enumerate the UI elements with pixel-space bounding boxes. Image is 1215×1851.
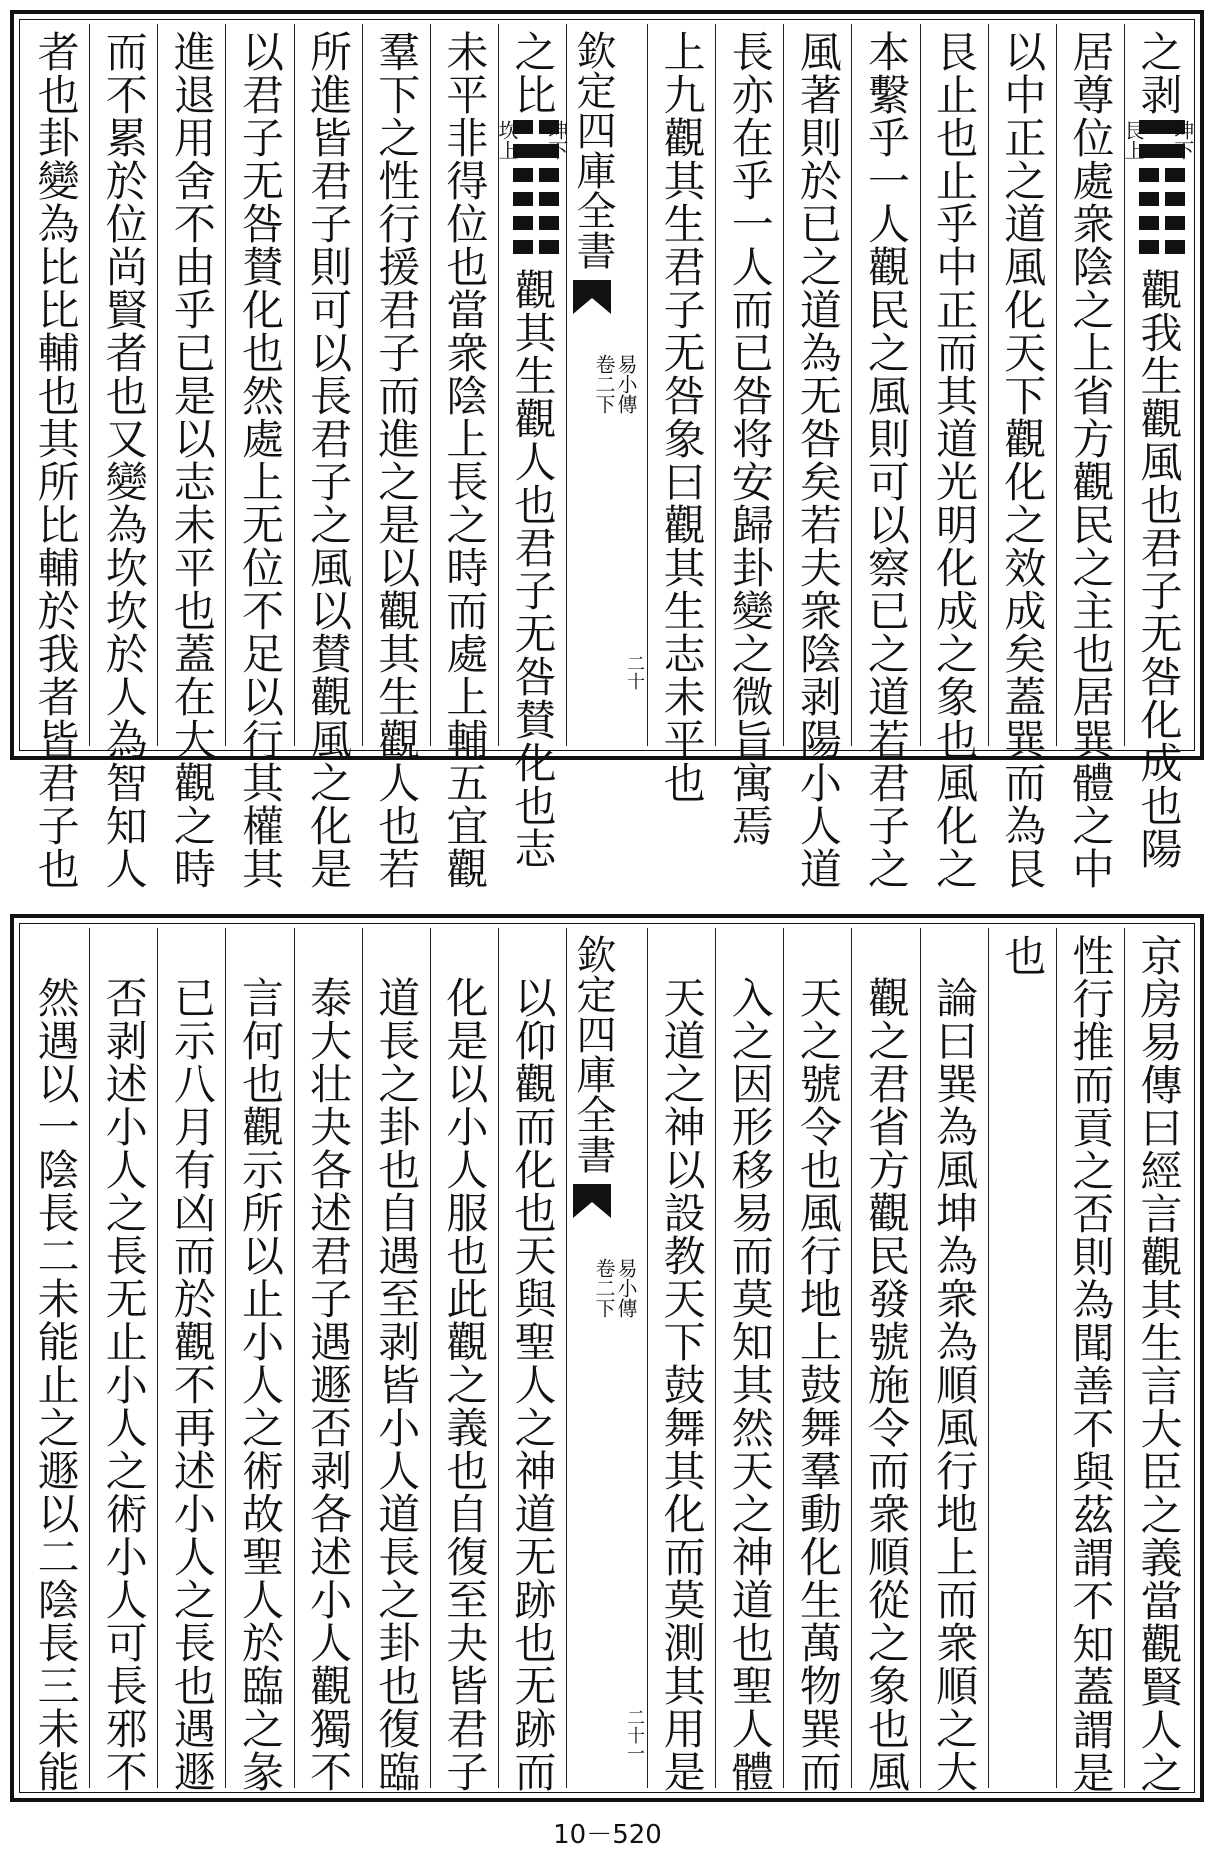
text-column: 性行推而貢之否則為聞善不與茲謂不知蓋謂是: [1066, 934, 1116, 1794]
bot-col-r3: [988, 928, 1056, 1788]
book-title: 欽定四庫全書: [570, 934, 616, 1174]
top-col-l8: [22, 24, 89, 890]
top-col-l6: [157, 24, 225, 890]
text-column: 長亦在乎一人而已咎将安歸卦變之微旨寓焉: [725, 30, 775, 847]
juan-subtitle: 易小傳: [614, 354, 638, 414]
text-column: 化是以小人服也此觀之義也自復至夬皆君子: [440, 976, 490, 1793]
juan-subtitle: 易小傳: [614, 1258, 638, 1318]
page-number: 二十一: [624, 1708, 645, 1762]
fishtail-mark-icon: [573, 280, 611, 314]
bot-col-r1: [1124, 928, 1192, 1794]
book-title: 欽定四庫全書: [570, 30, 616, 270]
text-column: 已示八月有凶而於觀不再述小人之長也遇遯: [167, 976, 217, 1793]
text-column: 者也卦變為比比輔也其所比輔於我者皆君子也: [31, 30, 81, 890]
top-col-r3: [988, 24, 1056, 890]
text-column: 艮止也止乎中正而其道光明化成之象也風化之: [930, 30, 980, 890]
text-column: 否剥述小人之長无止小人之術小人可長邪不: [99, 976, 149, 1793]
top-col-l4: [294, 24, 362, 890]
juan-subtitle: 卷二下: [592, 354, 616, 414]
top-col-r1: [1120, 24, 1195, 870]
text-column: 京房易傳曰經言觀其生言大臣之義當觀賢人之: [1134, 934, 1184, 1794]
text-column: 觀其生觀人也君子无咎賛化也志: [508, 268, 558, 870]
bot-col-l3: [362, 928, 430, 1793]
top-col-l3: [362, 24, 430, 890]
bot-col-l4: [294, 928, 362, 1793]
bot-col-l1: [498, 928, 566, 1793]
text-column: 然遇以一陰長二未能止之遯以二陰長三未能: [31, 976, 81, 1793]
hex-label-right: 坤下: [1170, 120, 1195, 160]
hex-label-left: 坎上: [494, 120, 519, 160]
text-column: 言何也觀示所以止小人之術故聖人於臨之彖: [235, 976, 285, 1793]
top-col-l2: [430, 24, 498, 890]
text-column: 觀我生觀風也君子无咎化成也陽: [1134, 268, 1184, 870]
top-col-l7: [89, 24, 157, 890]
bot-col-l2: [430, 928, 498, 1793]
bot-col-r7: [715, 928, 783, 1793]
bot-col-r2: [1056, 928, 1124, 1794]
top-col-l1: [494, 24, 569, 870]
top-center-fold: [566, 24, 647, 746]
top-col-r5: [851, 24, 919, 890]
bot-col-l8: [22, 928, 89, 1793]
text-column: 進退用舍不由乎已是以志未平也蓋在大觀之時: [167, 30, 217, 890]
bot-col-l5: [225, 928, 293, 1793]
text-column: 之比: [508, 30, 558, 116]
hex-label-left: 艮上: [1120, 120, 1145, 160]
text-column: 觀之君省方觀民發號施令而衆順從之象也風: [861, 976, 911, 1793]
text-column: 以仰觀而化也天與聖人之神道无跡也无跡而: [508, 976, 558, 1793]
text-column: 道長之卦也自遇至剥皆小人道長之卦也復臨: [372, 976, 422, 1793]
volume-page-footer: 10－520: [553, 1820, 662, 1850]
bottom-center-fold: [566, 928, 647, 1788]
hex-label-right: 坤下: [544, 120, 569, 160]
bot-col-r4: [920, 928, 988, 1793]
text-column: 論曰巽為風坤為衆為順風行地上而衆順之大: [930, 976, 980, 1793]
text-column: 上九觀其生君子无咎象曰觀其生志未平也: [657, 30, 707, 804]
top-col-r7: [715, 24, 783, 847]
text-column: 風著則於已之道為无咎矣若夫衆陰剥陽小人道: [793, 30, 843, 890]
text-column: 也: [998, 934, 1048, 977]
fishtail-mark-icon: [573, 1184, 611, 1218]
text-column: 本繫乎一人觀民之風則可以察已之道若君子之: [861, 30, 911, 890]
juan-subtitle: 卷二下: [592, 1258, 616, 1318]
text-column: 泰大壮夬各述君子遇遯否剥各述小人觀獨不: [304, 976, 354, 1793]
text-column: 未平非得位也當衆陰上長之時而處上輔五宜觀: [440, 30, 490, 890]
bot-col-l7: [89, 928, 157, 1793]
text-column: 以中正之道風化天下觀化之效成矣蓋巽而為艮: [998, 30, 1048, 890]
text-column: 羣下之性行援君子而進之是以觀其生觀人也若: [372, 30, 422, 890]
top-col-l5: [225, 24, 293, 890]
bottom-text-columns: [22, 928, 1192, 1794]
text-column: 所進皆君子則可以長君子之風以賛觀風之化是: [304, 30, 354, 890]
text-column: 而不累於位尚賢者也又變為坎坎於人為智知人: [99, 30, 149, 890]
bot-col-l6: [157, 928, 225, 1793]
text-column: 入之因形移易而莫知其然天之神道也聖人體: [725, 976, 775, 1793]
text-column: 天之號令也風行地上鼓舞羣動化生萬物巽而: [793, 976, 843, 1793]
text-column: 天道之神以設教天下鼓舞其化而莫測其用是: [657, 976, 707, 1793]
bottom-page-panel: [10, 914, 1204, 1802]
top-col-r2: [1056, 24, 1124, 890]
page-number: 二十: [624, 654, 645, 690]
bot-col-r6: [783, 928, 851, 1793]
top-col-r4: [920, 24, 988, 890]
bot-col-r8: [647, 928, 715, 1793]
top-col-r8: [647, 24, 715, 804]
text-column: 之剥: [1134, 30, 1184, 116]
top-text-columns: [22, 24, 1195, 890]
bot-col-r5: [851, 928, 919, 1793]
top-page-panel: [10, 10, 1204, 890]
text-column: 居尊位處衆陰之上省方觀民之主也居巽體之中: [1066, 30, 1116, 890]
text-column: 以君子无咎賛化也然處上无位不足以行其權其: [235, 30, 285, 890]
top-col-r6: [783, 24, 851, 890]
